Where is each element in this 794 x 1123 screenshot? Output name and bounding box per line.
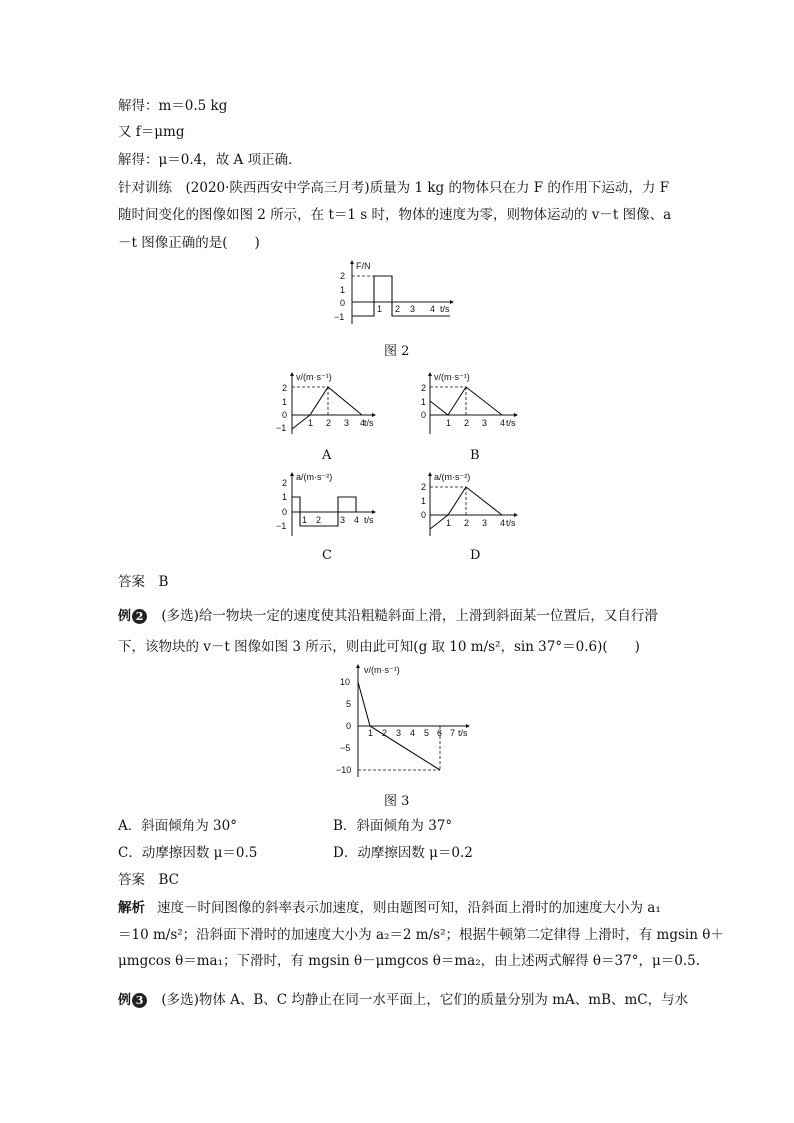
tick-label: 4: [500, 518, 506, 528]
tick-label: 4: [354, 515, 360, 525]
text-line: ＝10 m/s²；沿斜面下滑时的加速度大小为 a₂＝2 m/s²；根据牛顿第二定律得 上滑时，有 mgsin θ＋: [118, 927, 724, 943]
tick-label: 3: [482, 418, 488, 428]
answer-text: 答案 B: [118, 574, 169, 590]
option-label: A: [322, 448, 332, 463]
tick-label: 2: [316, 515, 322, 525]
tick-label: 1: [446, 418, 452, 428]
option-b-chart: [416, 370, 526, 440]
tick-label: 0: [421, 410, 427, 420]
tick-label: 4: [410, 728, 416, 738]
example-number-icon: 2: [132, 609, 147, 624]
tick-label: 5: [346, 699, 352, 709]
example-number-icon: 3: [132, 993, 147, 1008]
tick-label: 2: [464, 518, 470, 528]
figure-caption: 图 3: [384, 794, 410, 809]
tick-label: 0: [421, 510, 427, 520]
tick-label: −1: [334, 312, 345, 322]
tick-label: 6: [437, 728, 443, 738]
choice-b: B．斜面倾角为 37°: [333, 818, 453, 834]
tick-label: 2: [464, 418, 470, 428]
tick-label: 2: [340, 271, 346, 281]
tick-label: −1: [276, 423, 287, 433]
x-axis-label: t/s: [364, 515, 374, 525]
y-axis-label: a/(m·s⁻²): [434, 472, 471, 482]
tick-label: 3: [344, 418, 350, 428]
text-line: －t 图像正确的是( ): [118, 235, 260, 251]
tick-label: 2: [421, 383, 427, 393]
tick-label: 3: [396, 728, 402, 738]
tick-label: 3: [340, 515, 346, 525]
option-label: D: [470, 548, 481, 563]
tick-label: 0: [282, 410, 288, 420]
tick-label: 1: [421, 397, 427, 407]
tick-label: 2: [421, 482, 427, 492]
y-axis-label: a/(m·s⁻²): [296, 472, 333, 482]
tick-label: 3: [410, 304, 416, 314]
analysis-heading: 解析: [118, 900, 145, 916]
option-label: B: [470, 448, 480, 463]
x-axis-label: t/s: [364, 418, 374, 428]
x-arrow: [450, 300, 454, 304]
y-axis-label: v/(m·s⁻¹): [434, 372, 470, 382]
tick-label: 2: [382, 728, 388, 738]
option-a-chart: [272, 370, 382, 440]
tick-label: 1: [446, 518, 452, 528]
y-axis-label: v/(m·s⁻¹): [296, 372, 332, 382]
example-3-line: [118, 990, 688, 1011]
tick-label: 0: [340, 298, 346, 308]
figure-caption: 图 2: [384, 344, 410, 359]
tick-label: 1: [377, 304, 383, 314]
velocity-curve: [430, 387, 502, 415]
tick-label: 1: [302, 515, 308, 525]
option-d-chart: [416, 470, 526, 545]
example-badge: 例: [118, 609, 132, 624]
tick-label: 7: [450, 728, 456, 738]
text-line: 又 f＝μmg: [118, 124, 185, 140]
y-axis-label: v/(m·s⁻¹): [364, 665, 400, 675]
x-axis-label: t/s: [506, 518, 516, 528]
tick-label: 4: [360, 418, 366, 428]
tick-label: 1: [421, 496, 427, 506]
tick-label: 1: [282, 397, 288, 407]
text-line: 针对训练 (2020·陕西西安中学高三月考)质量为 1 kg 的物体只在力 F 的作用下运动，力 F: [118, 180, 670, 196]
text-line: 下，该物块的 v－t 图像如图 3 所示，则由此可知(g 取 10 m/s²，sin 37°＝0.6)( ): [118, 639, 640, 655]
figure-3-chart: [338, 662, 478, 782]
tick-label: 10: [340, 677, 351, 687]
tick-label: 2: [395, 304, 401, 314]
tick-label: 4: [500, 418, 506, 428]
text-line: 解得：μ＝0.4，故 A 项正确．: [118, 152, 302, 168]
tick-label: 5: [424, 728, 430, 738]
text-line: 速度－时间图像的斜率表示加速度，则由题图可知，沿斜面上滑时的加速度大小为 a₁: [157, 900, 661, 916]
tick-label: 0: [282, 507, 288, 517]
text-line: 解得：m＝0.5 kg: [118, 98, 228, 114]
tick-label: 2: [282, 478, 288, 488]
text-line: 随时间变化的图像如图 2 所示，在 t＝1 s 时，物体的速度为零，则物体运动的 v－t 图像、a: [118, 207, 672, 223]
x-axis-label: t/s: [506, 418, 516, 428]
x-axis-label: t/s: [440, 304, 450, 314]
choice-a: A．斜面倾角为 30°: [118, 818, 237, 834]
example-2-line: [118, 606, 658, 627]
tick-label: −1: [276, 521, 287, 531]
tick-label: 1: [282, 492, 288, 502]
choice-c: C．动摩擦因数 μ＝0.5: [118, 845, 258, 861]
option-c-chart: [272, 470, 382, 545]
tick-label: 1: [340, 285, 346, 295]
y-axis-label: F/N: [356, 261, 371, 271]
choice-d: D．动摩擦因数 μ＝0.2: [333, 845, 473, 861]
tick-label: 4: [430, 304, 436, 314]
tick-label: 1: [368, 728, 374, 738]
tick-label: 1: [308, 418, 314, 428]
option-label: C: [322, 548, 332, 563]
text-line: (多选)物体 A、B、C 均静止在同一水平面上，它们的质量分别为 mA、mB、mC，与水: [161, 992, 689, 1008]
answer-text: 答案 BC: [118, 872, 180, 888]
text-line: μmgcos θ＝ma₁；下滑时，有 mgsin θ－μmgcos θ＝ma₂，由上述两式解得 θ＝37°，μ＝0.5.: [118, 953, 701, 969]
tick-label: −5: [340, 743, 351, 753]
figure-2-chart: [330, 258, 460, 328]
force-curve: [352, 276, 450, 316]
text-line: (多选)给一物块一定的速度使其沿粗糙斜面上滑，上滑到斜面某一位置后，又自行滑: [161, 608, 658, 624]
tick-label: 3: [482, 518, 488, 528]
tick-label: 2: [282, 383, 288, 393]
tick-label: −10: [336, 765, 352, 775]
tick-label: 0: [346, 721, 352, 731]
example-badge: 例: [118, 993, 132, 1008]
tick-label: 2: [326, 418, 332, 428]
y-arrow: [350, 260, 354, 264]
analysis-line: [118, 898, 661, 918]
x-axis-label: t/s: [458, 728, 468, 738]
